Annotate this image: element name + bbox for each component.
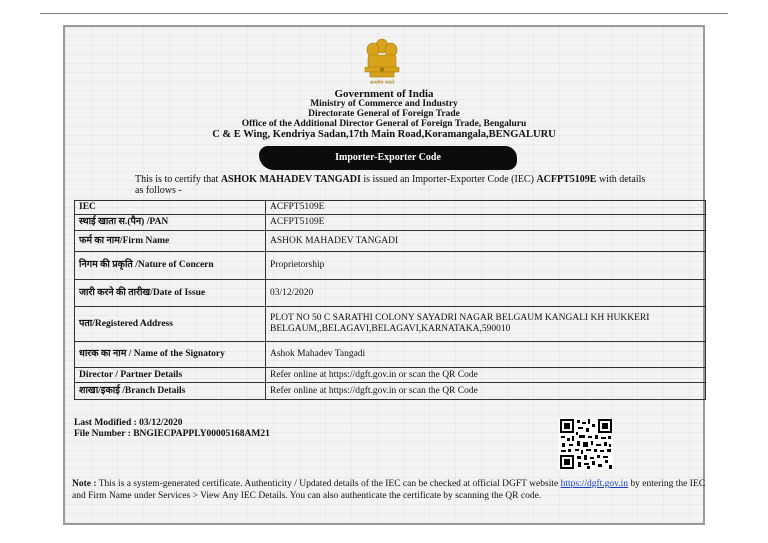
table-row xyxy=(75,280,706,307)
row-value: Refer online at https://dgft.gov.in or scan the QR Code xyxy=(266,383,706,400)
office-title: Office of the Additional Director General of Foreign Trade, Bengaluru xyxy=(241,119,527,129)
row-value: Proprietorship xyxy=(266,252,706,280)
table-row xyxy=(75,252,706,280)
row-label: Director / Partner Details xyxy=(75,368,266,383)
row-label: स्थाई खाता स.(पैन) /PAN xyxy=(75,215,266,231)
file-number: File Number : BNGIECPAPPLY00005168AM21 xyxy=(74,429,270,439)
table-row xyxy=(75,201,706,215)
row-label: निगम की प्रकृति /Nature of Concern xyxy=(75,252,266,280)
directorate-title: Directorate General of Foreign Trade xyxy=(308,109,460,119)
details-table xyxy=(74,200,706,400)
row-value: ACFPT5109E xyxy=(266,215,706,231)
table-row xyxy=(75,342,706,368)
iec-badge: Importer-Exporter Code xyxy=(259,146,517,170)
row-value: Ashok Mahadev Tangadi xyxy=(266,342,706,368)
row-value: ASHOK MAHADEV TANGADI xyxy=(266,231,706,252)
emblem-motto: सत्यमेव जयते xyxy=(369,81,395,86)
certify-statement xyxy=(135,174,655,196)
row-label: जारी करने की तारीख/Date of Issue xyxy=(75,280,266,307)
row-label: पता/Registered Address xyxy=(75,307,266,342)
row-label: फर्म का नाम/Firm Name xyxy=(75,231,266,252)
top-rule xyxy=(40,13,728,14)
table-row xyxy=(75,368,706,383)
row-value: Refer online at https://dgft.gov.in or scan the QR Code xyxy=(266,368,706,383)
row-label: IEC xyxy=(75,201,266,215)
intro-text-3: with details as follows - xyxy=(135,174,646,196)
intro-text-2: is issued an Importer-Exporter Code (IEC) xyxy=(360,174,537,185)
table-row xyxy=(75,307,706,342)
dgft-link[interactable]: https://dgft.gov.in xyxy=(560,479,629,489)
row-label: धारक का नाम / Name of the Signatory xyxy=(75,342,266,368)
intro-text-1: This is to certify that xyxy=(135,174,221,185)
row-value: PLOT NO 50 C SARATHI COLONY SAYADRI NAGAR BELGAUM KANGALI KH HUKKERI BELGAUM,,BELAGAVI,BELAGAVI,KARNATAKA,590010 xyxy=(266,307,706,342)
file-info xyxy=(74,418,270,440)
row-label: शाखा/इकाई /Branch Details xyxy=(75,383,266,400)
office-address: C & E Wing, Kendriya Sadan,17th Main Road,Koramangala,BENGALURU xyxy=(212,129,556,140)
note-label: Note : xyxy=(72,479,97,489)
table-row xyxy=(75,383,706,400)
ministry-title: Ministry of Commerce and Industry xyxy=(310,99,458,109)
note-text-2: by entering the IEC and Firm Name under Services > View Any IEC Details. You can also authenticate the certificate by scanning the QR code. xyxy=(72,479,706,501)
note-text-1: This is a system-generated certificate. Authenticity / Updated details of the IEC can be checked at official DGFT website xyxy=(96,479,561,489)
row-value: ACFPT5109E xyxy=(266,201,706,215)
holder-name: ASHOK MAHADEV TANGADI xyxy=(220,174,361,185)
qr-code-icon[interactable] xyxy=(559,418,613,470)
iec-code: ACFPT5109E xyxy=(536,174,597,185)
note-paragraph xyxy=(72,478,706,502)
last-modified: Last Modified : 03/12/2020 xyxy=(74,418,183,428)
table-row xyxy=(75,231,706,252)
govt-title: Government of India xyxy=(334,88,434,100)
row-value: 03/12/2020 xyxy=(266,280,706,307)
national-emblem-icon xyxy=(358,36,406,86)
table-row xyxy=(75,215,706,231)
